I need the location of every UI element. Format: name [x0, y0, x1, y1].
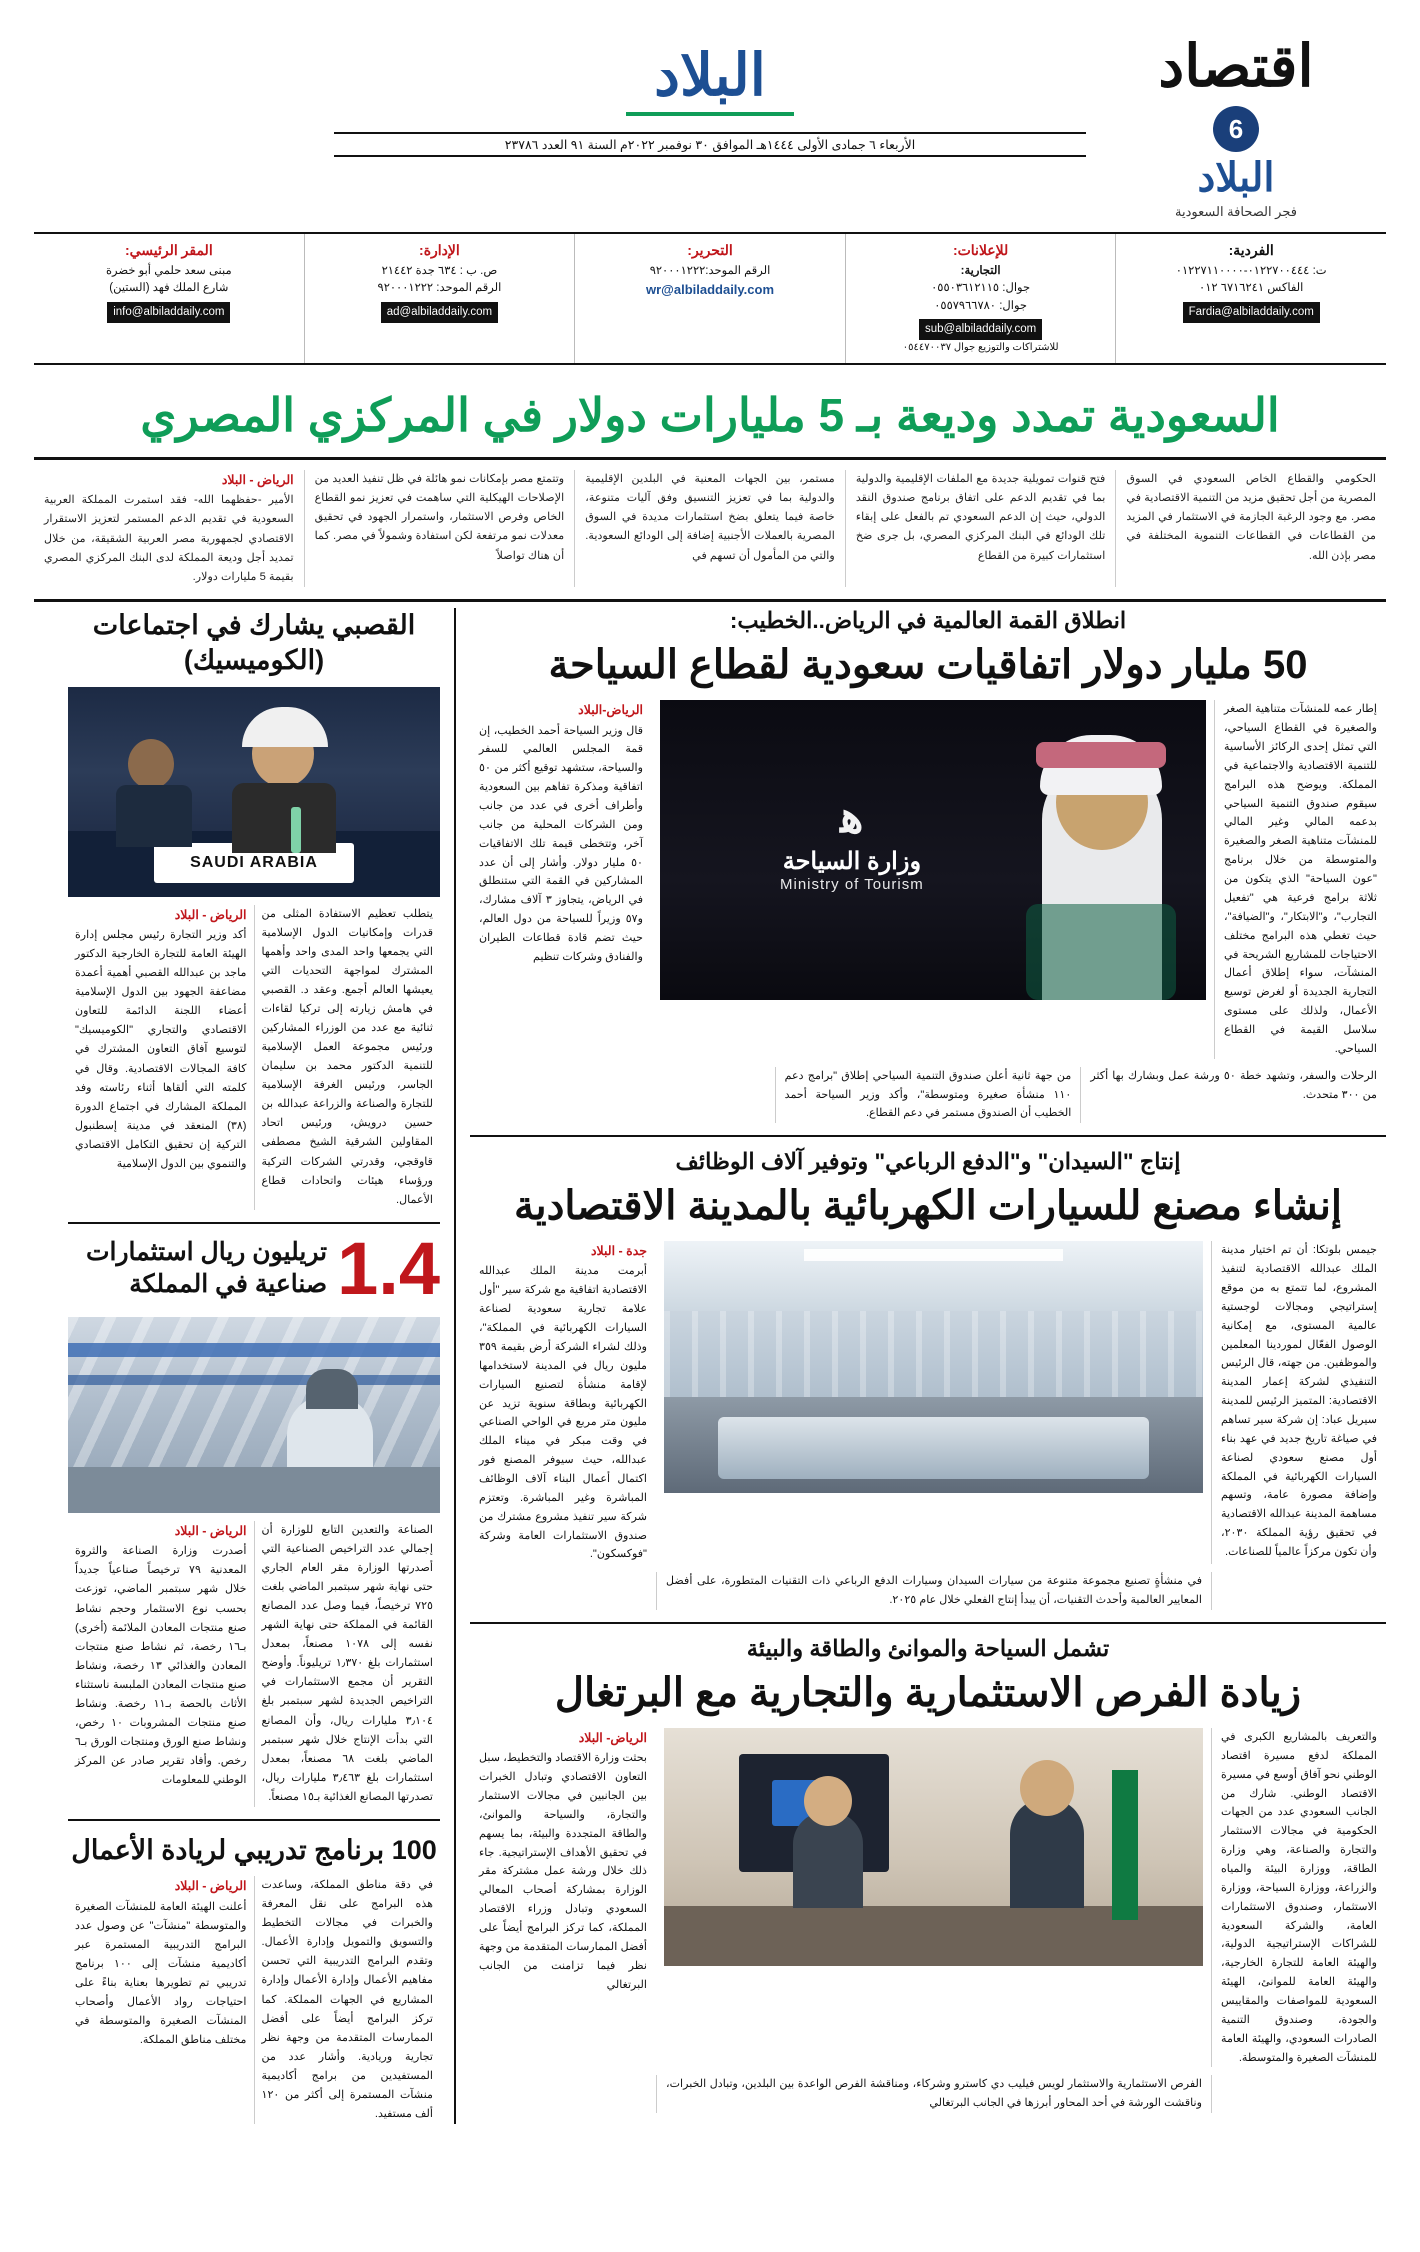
contact-line: جوال: ٠٥٥٧٩٦٦٧٨٠: [934, 299, 1027, 312]
story-spacer: [1211, 2075, 1386, 2113]
industry-head: [68, 1226, 440, 1310]
contact-title: الفردية:: [1228, 242, 1274, 258]
masthead: [34, 0, 1386, 220]
contact-col-hq: [34, 234, 304, 363]
story-body: [68, 1521, 440, 1807]
story-headline: إنشاء مصنع للسيارات الكهربائية بالمدينة الاقتصادية: [514, 1184, 1342, 1229]
masthead-logo: البلاد: [626, 44, 794, 116]
story-paragraph: إطار عمه للمنشآت متناهية الصغر والصغيرة في القطاع السياحي، التي تمثل إحدى الركائز الأساسية للتنمية الاقتصادية والاجتماعية في المملكة. ويوضح هذه البرامج سيقوم صندوق التنمية السياحي بدعمه المالي وغير المالي للمنشآت متناهية الصغر والصغيرة والمتوسطة من خلال برنامج "عون السياحة" الذي يتكون من ثلاثة برامج فرعية هي "تفعيل التجارب"، و"الابتكار"، و"الضيافة"، حيث تغطي هذه البرامج مختلف الاحتياجات للمشاريع الشريحة في المنشآت، سواء إطلاق أعمال التجارية الجديدة أو لغرض توسيع الأعمال، ولذلك على مستوى سلاسل القيمة في القطاع السياحي.: [1214, 700, 1386, 1058]
story-cars: [470, 1149, 1386, 1610]
story-headline: 100 برنامج تدريبي لريادة الأعمال: [71, 1834, 437, 1865]
story-paragraph: الفرص الاستثمارية والاستثمار لويس فيليب دي كاسترو وشركاء، ومناقشة الفرص الواعدة بين البلدين، وتبادل الخبرات، وناقشت الورشة في أحد المحاور أبرزها في الجانب البرتغالي: [656, 2075, 1211, 2113]
story-spacer: [1211, 1572, 1386, 1610]
contact-col-editorial: [574, 234, 845, 363]
masthead-logo-small: البلاد: [1197, 156, 1275, 200]
story-spacer: [470, 1572, 656, 1610]
story-paragraph: أعلنت الهيئة العامة للمنشآت الصغيرة والمتوسطة "منشآت" عن وصول عدد البرامج التدريبية المستمرة عبر أكاديمية منشآت إلى ١٠٠ برنامج تدريبي تم تطويرها بعناية بناءً على احتياجات رواد الأعمال وأصحاب المنشآت الصغيرة والمتوسطة في مختلف مناطق المملكة.: [75, 1900, 247, 2047]
contact-email[interactable]: Fardia@albiladdaily.com: [1183, 302, 1320, 323]
contact-col-ads: [845, 234, 1116, 363]
section-title: اقتصاد: [1158, 34, 1314, 99]
story-body-lower: [470, 2075, 1386, 2113]
story-column: [470, 1728, 656, 2067]
contact-title: التحرير:: [687, 242, 733, 258]
byline: الرياض - البلاد: [221, 472, 294, 487]
contact-title: للإعلانات:: [952, 242, 1009, 258]
story-body: [68, 905, 440, 1210]
story-kicker: إنتاج "السيدان" و"الدفع الرباعي" وتوفير آلاف الوظائف: [675, 1149, 1181, 1175]
story-paragraph: يتطلب تعظيم الاستفادة المثلى من قدرات وإمكانيات الدول الإسلامية التي يجمعها واحد المدى واحد وأهمها المشترك لمواجهة التحديات التي يعيشها العالم أجمع. وعقد د. القصبي في هامش زيارته إلى تركيا لقاءات ثنائية مع عدد من الوزراء المشاركين ورئيس مجموعة العمل الإسلامية للتنمية الدكتور محمد بن سليمان الجاسر، ورئيس الغرفة الإسلامية للتجارة والصناعة والزراعة عبدالله بن حسين درويش، ورئيس اتحاد المقاولين الشرقية الشيخ مصطفى قاوقجي، وقدرتي الشركات التركية ورؤساء هيئات واتحادات قطاع الأعمال.: [254, 905, 441, 1210]
contact-line: شارع الملك فهد (الستين): [109, 282, 229, 295]
nameplate: SAUDI ARABIA: [154, 843, 354, 883]
masthead-tagline: فجر الصحافة السعودية: [1175, 204, 1297, 219]
story-photo-wrap: [652, 700, 1214, 1058]
byline: الرياض-البلاد: [578, 703, 643, 718]
byline: الرياض- البلاد: [578, 1730, 647, 1745]
contact-email[interactable]: info@albiladdaily.com: [107, 302, 230, 323]
contact-line: ت: ٠١٢٢٧٠٠٤٤٤-٠١٢٢٧١١٠٠٠٠: [1175, 265, 1327, 277]
big-number: 1.4: [337, 1226, 440, 1310]
story-paragraph: في دقة مناطق المملكة، وساعدت هذه البرامج على نقل المعرفة والخبرات في مجالات التخطيط والتسويق والتمويل وإدارة الأعمال. وتقدم البرامج التدريبية التي تحسن مفاهيم الأعمال وإدارة الأعمال وإدارة المشاريع في الجهات المملكة. كما تركز البرامج أيضاً على أفضل الممارسات المتقدمة من وجهة نظر تجارية وريادية. وأشار عدد من المستفيدين من برامج أكاديمية منشآت المستمرة إلى أكثر من ١٢٠ ألف مستفيد.: [254, 1876, 441, 2124]
speaker-band: [1036, 742, 1166, 768]
contact-col-administration: [304, 234, 575, 363]
contact-line: ص. ب : ٦٣٤ جدة ٢١٤٤٢: [381, 265, 498, 277]
byline: الرياض - البلاد: [174, 1523, 247, 1538]
contact-bar: [34, 232, 1386, 365]
story-kicker: تشمل السياحة والموانئ والطاقة والبيئة: [746, 1635, 1110, 1661]
masthead-date: الأربعاء ٦ جمادى الأولى ١٤٤٤هـ الموافق ٣٠ نوفمبر ٢٠٢٢م السنة ٩١ العدد ٢٣٧٨٦: [334, 132, 1086, 157]
story-body: [470, 1241, 1386, 1564]
byline: الرياض - البلاد: [174, 1879, 247, 1894]
story-paragraph: قال وزير السياحة أحمد الخطيب، إن قمة المجلس العالمي للسفر والسياحة، ستشهد توقيع أكثر من ٥٠ اتفاقية ومذكرة تفاهم بين السعودية وأطراف أخرى في عدد من جانب ومن الشركات المحلية من جانب آخر، وتتخطى قيمة تلك الاتفاقيات ٥٠ مليار دولار. وأشار إلى أن عدد المشاركين في القمة التي ستنطلق في الرياض، يتجاوز ٣ آلاف مشارك، و٥٧ وزيراً للسياحة من دول العالم، حيث تضم قادة قطاعات الطيران والفنادق وشركات تنظيم: [479, 724, 644, 963]
story-headline: زيادة الفرص الاستثمارية والتجارية مع البرتغال: [554, 1670, 1302, 1715]
story-column: [68, 905, 254, 1210]
contact-line: جوال: ٠٥٥٠٣٦١٢١١٥: [931, 282, 1031, 295]
story-paragraph: أصدرت وزارة الصناعة والثروة المعدنية ٧٩ ترخيصاً صناعياً جديداً خلال شهر سبتمبر الماضي، توزعت بحسب نوع الاستثمار وحجم نشاط صنع منتجات المعادن الملائمة (أخرى) بـ١٦ رخصة، ثم نشاط صنع منتجات المعادن والغذائي ١٣ رخصة، ونشاط صنع منتجات المعادن الملبسة ناستثناء الأثاث بالحصة بـ١١ رخصة. ونشاط صنع منتجات المشروبات ١٠ رخص، ونشاط صنع الورق ومنتجات الورق بـ٦ رخص. وأفاد تقرير صادر عن المركز الوطني للمعلومات: [75, 1545, 247, 1787]
lead-body: [34, 460, 1386, 600]
byline: الرياض - البلاد: [174, 907, 247, 922]
story-column: [68, 1521, 254, 1807]
contact-line: الفاكس ٦٧١٦٢٤١ ٠١٢: [1199, 282, 1304, 295]
contact-subtitle: التجارية:: [960, 265, 1001, 277]
story-paragraph: بحثت وزارة الاقتصاد والتخطيط، سبل التعاون الاقتصادي وتبادل الخبرات بين الجانبين في مجالات الاستثمار والتجارة، والسياحة والموانئ، والطاقة المتجددة والبيئة، بما يسهم في تحقيق الأهداف الإستراتيجية. جاء ذلك خلال ورشة عمل مشتركة مقر الوزارة بمشاركة أصحاب المعالي السعودي وتبادل وزراء الاقتصاد المملكة، كما تركز البرامج أيضاً على أفضل الممارسات المتقدمة من وجهة نظر فيما تزامنت من الجانب البرتغالي: [479, 1752, 647, 1991]
flag: [1112, 1770, 1138, 1920]
story-headline: القصبي يشارك في اجتماعات (الكوميسيك): [92, 610, 416, 676]
page-number-badge: 6: [1213, 106, 1259, 152]
story-column: [470, 700, 652, 1058]
story-photo-wrap: [656, 1728, 1211, 2067]
contact-line: الرقم الموحد: ٩٢٠٠٠١٢٢٢: [377, 282, 502, 295]
story-kicker: انطلاق القمة العالمية في الرياض..الخطيب:: [729, 608, 1127, 634]
story-qusaibi: [68, 608, 440, 1209]
story-headline: 50 مليار دولار اتفاقيات سعودية لقطاع السياحة: [548, 643, 1308, 688]
byline: جدة - البلاد: [590, 1244, 647, 1259]
lead-paragraph: الأمير -حفظهما الله- فقد استمرت المملكة العربية السعودية في تقديم الدعم المستمر لتعزيز الاستقرار الاقتصادي لجمهورية مصر العربية الشقيقة، من خلال تمديد أجل وديعة المملكة لدى البنك المركزي المصري بقيمة 5 مليارات دولار.: [44, 494, 294, 584]
story-portugal: [470, 1636, 1386, 2113]
meeting-photo: [664, 1728, 1203, 1966]
story-paragraph: أكد وزير التجارة رئيس مجلس إدارة الهيئة العامة للتجارة الخارجية الدكتور ماجد بن عبدالله القصبي أهمية أعمدة مضاعفة الجهود بين الدول الإسلامية أعضاء اللجنة الدائمة للتعاون الاقتصادي والتجاري "الكوميسيك" لتوسيع آفاق التعاون المشترك في كافة المجالات الاقتصادية. وقال في كلمته التي ألقاها أثناء رئاسته وفد المملكة المشارك في اجتماع الدورة (٣٨) المنعقد في مدينة إسطنبول التركية إن تحقيق التكامل الاقتصادي والتنموي بين الدول الإسلامية: [75, 929, 247, 1170]
contact-line: مبنى سعد حلمي أبو خضرة: [106, 265, 232, 277]
story-paragraph: جيمس بلوتكا: أن تم اختيار مدينة الملك عبدالله الاقتصادية لتنفيذ المشروع، لما تتمتع به من موقع إستراتيجي ومجالات لوجستية عالمية المستوى، مع إمكانية الوصول الفعّال لموردينا المعلمين والموظفين. من جهته، قال الرئيس التنفيذي لشركة إعمار المدينة الاقتصادية: المتميز الرئيس للمدينة سيريل عباد: إن شركة سير تساهم في صياغة تاريخ جديد في عهد بناء أول مصنع سعودي لصناعة السيارات الكهربائية في المملكة وإضافة مصورة عامة، وتسهم مساهمة المدينة عبدالله الاقتصادية في تحقيق رؤية المملكة ٢٠٣٠، وأن تكون مركزاً عالمياً للصناعات.: [1211, 1241, 1386, 1564]
divider: [68, 1222, 440, 1224]
lead-lead-column: [34, 470, 304, 588]
lead-paragraph: فتح قنوات تمويلية جديدة مع الملفات الإقليمية والدولية بما في تقديم الدعم على اتفاق برنامج صندوق النقد الدولي، حيث إن الدعم السعودي تم بالفعل على إبقاء تلك الودائع في البنك المركزي المصري، بل جرى ضخ استثمارات كبيرة من القطاع: [845, 470, 1116, 588]
divider: [34, 599, 1386, 602]
tourism-logo: ﮬ وزارة السياحة Ministry of Tourism: [780, 793, 924, 894]
contact-email[interactable]: ad@albiladdaily.com: [381, 302, 498, 323]
lead-paragraph: وتتمتع مصر بإمكانات نمو هائلة في ظل تنفيذ العديد من الإصلاحات الهيكلية التي ساهمت في تعزيز نمو القطاع الخاص وفرص الاستثمار، واستمرار الجهود في تحقيق معدلات نمو مرتفعة لكن استفادة وشمولاً في مصر. كما أن هناك تواصلاً: [304, 470, 575, 588]
story-column: [470, 1241, 656, 1564]
contact-email[interactable]: sub@albiladdaily.com: [919, 319, 1042, 340]
contact-email[interactable]: wr@albiladdaily.com: [646, 282, 775, 298]
tourism-photo: [660, 700, 1206, 1000]
side-column: [68, 608, 456, 2124]
story-paragraph: أبرمت مدينة الملك عبدالله الاقتصادية اتفاقية مع شركة سير "أول علامة تجارية سعودية لصناعة السيارات الكهربائية في المملكة"، وذلك لشراء الشركة أرض بقيمة ٣٥٩ مليون ريال في المدينة لاستخدامها لإقامة منشأة لتصنيع السيارات الكهربائية وبطاقة سنوية تزيد عن مليون متر مربع في الواحي الصناعي في وقت مبكر في ميناء الملك عبدالله، حيث سيوفر المصنع فور اكتمال أعمال البناء آلاف الوظائف المباشرة وغير المباشرة. وتعتزم شركة سير تنفيذ مشروع مشترك من صندوق الاستثمارات العامة وشركة "فوكسكون".: [479, 1265, 647, 1561]
masthead-section: [1086, 34, 1386, 220]
factory-photo: [664, 1241, 1203, 1493]
conference-photo: [68, 687, 440, 897]
lead-paragraph: الحكومي والقطاع الخاص السعودي في السوق المصرية من أجل تحقيق مزيد من التنمية الاقتصادية في مصر. مع وجود الرغبة الجازمة في الاستثمار في المزيد من القطاعات في القطاعات التنموية المختلفة في مصر بإذن الله.: [1115, 470, 1386, 588]
story-column: [68, 1876, 254, 2124]
main-grid: [34, 608, 1386, 2124]
lead-paragraph: مستمر، بين الجهات المعنية في البلدين الإقليمية والدولية بما في تعزيز التنسيق وفق آليات متنوعة، خاصة فيما يتعلق بضخ استثمارات مديدة في السوق المصرية بالعملات الأجنبية إضافة إلى الودائع السعودية. والتي من المأمول أن تسهم في: [574, 470, 845, 588]
story-training: [68, 1833, 440, 2124]
industry-photo: [68, 1317, 440, 1513]
podium: [1026, 904, 1176, 1000]
contact-col-fardia: [1115, 234, 1386, 363]
story-tourism: [470, 608, 1386, 1123]
contact-title: المقر الرئيسي:: [124, 242, 213, 258]
contact-note: للاشتراكات والتوزيع جوال ٠٥٤٤٧٠٠٣٧: [902, 342, 1059, 353]
contact-title: الإدارة:: [419, 242, 460, 258]
contact-line: الرقم الموحد:٩٢٠٠٠١٢٢٢: [649, 265, 771, 277]
story-photo-wrap: [656, 1241, 1211, 1564]
story-spacer: [470, 2075, 656, 2113]
story-paragraph: في منشأةٍ تصنيع مجموعة متنوعة من سيارات السيدان وسيارات الدفع الرباعي ذات التقنيات المتطورة، على أفضل المعايير العالمية وأحدث التقنيات، أن يبدأ إنتاج الفعلي خلال عام ٢٠٢٥.: [656, 1572, 1211, 1610]
story-body: [470, 1728, 1386, 2067]
divider: [470, 1135, 1386, 1137]
story-body: [68, 1876, 440, 2124]
divider: [470, 1622, 1386, 1624]
story-paragraph: والتعريف بالمشاريع الكبرى في المملكة لدفع مسيرة اقتصاد الوطني نحو آفاق أوسع في مسيرة الاقتصاد الوطني. شارك من الجانب السعودي عدد من الجهات الحكومية في مجالات الاستثمار والتجارة والصناعة، وهي وزارة الطاقة، ووزارة البيئة والمياه والزراعة، ووزارة السياحة، ووزارة الاستثمار، وصندوق الاستثمارات العامة، والشركة السعودية للشراكات الإستراتيجية الدولية، والهيئة العامة للتجارة الخارجية، والهيئة العامة للموانئ، الهيئة السعودية للمواصفات والمقاييس والجودة، وصندوق التنمية الصادرات السعودي، والهيئة العامة للمنشآت الصغيرة والمتوسطة.: [1211, 1728, 1386, 2067]
story-paragraph: من جهة ثانية أعلن صندوق التنمية السياحي إطلاق "برامج دعم ١١٠ منشأة صغيرة ومتوسطة"، وأكد وزير السياحة أحمد الخطيب أن الصندوق مستمر في دعم القطاع.: [775, 1067, 1081, 1124]
story-body: [470, 700, 1386, 1058]
story-spacer: [470, 1067, 775, 1124]
divider: [68, 1819, 440, 1821]
masthead-center: [334, 38, 1086, 157]
story-paragraph: الصناعة والتعدين التابع للوزارة أن إجمالي عدد التراخيص الصناعية التي أصدرتها الوزارة مقر العام الجاري حتى نهاية شهر سبتمبر الماضي بلغت ٧٢٥ ترخيصاً، فيما وصل عدد المصانع القائمة في المملكة حتى نهاية الشهر نفسه إلى ١٠٧٨ مصنعاً، بمعدل استثمارات بلغ ١٫٣٧٠ تريليوناً. وأوضح التقرير أن مجمع الاستثمارات في التراخيص الجديدة لشهر سبتمبر بلغ ٣٫١٠٤ مليارات ريال، وأن المصانع التي بدأت الإنتاج خلال شهر سبتمبر الماضي بلغت ٦٨ مصنعاً، بمعدل استثمارات بلغ ٣٫٤٦٣ مليارات ريال، تصدرتها المصانع الغذائية بـ١٥ مصنعاً.: [254, 1521, 441, 1807]
story-body-lower: [470, 1572, 1386, 1610]
story-headline: تريليون ريال استثمارات صناعية في المملكة: [86, 1237, 328, 1299]
story-body-lower: [470, 1067, 1386, 1124]
story-paragraph: الرحلات والسفر، وتشهد خطة ٥٠ ورشة عمل وبشارك بها أكثر من ٣٠٠ متحدث.: [1080, 1067, 1386, 1124]
story-industry: [68, 1226, 440, 1807]
lead-headline: السعودية تمدد وديعة بـ 5 مليارات دولار في المركزي المصري: [140, 389, 1280, 441]
main-column: [456, 608, 1386, 2124]
